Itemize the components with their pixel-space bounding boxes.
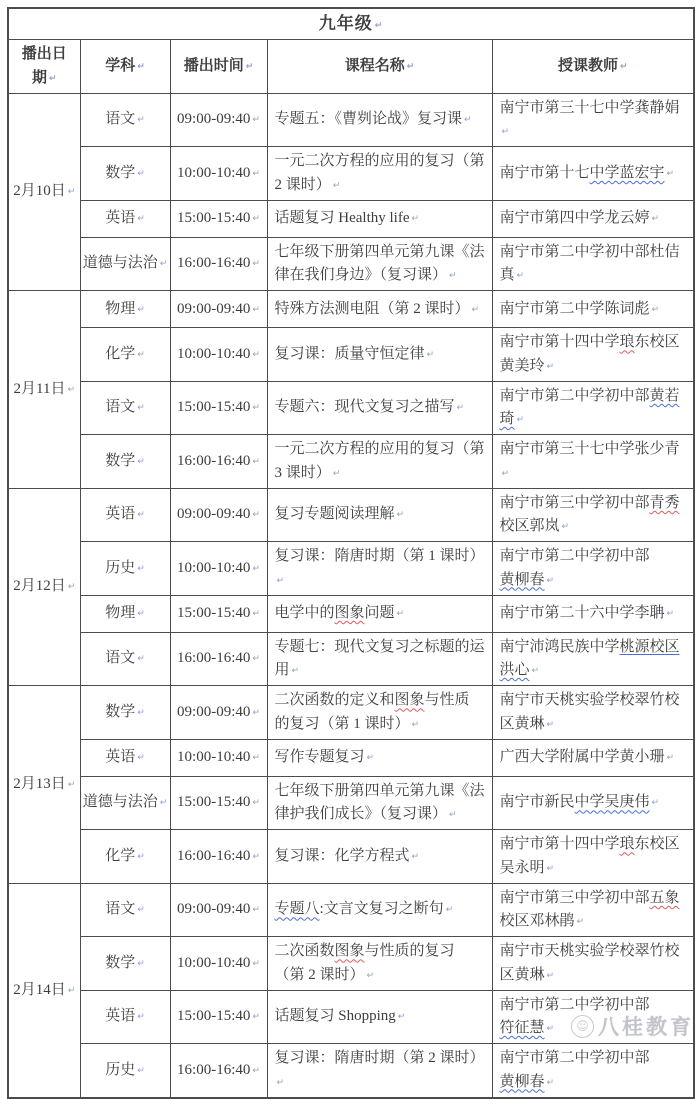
teacher-cell: 南宁市第三十七中学龚静娟 ↵ — [492, 93, 694, 147]
teacher-cell: 南宁沛鸿民族中学桃源校区 洪心 ↵ — [492, 632, 694, 686]
course-cell: 复习课：隋唐时期（第 1 课时） ↵ — [267, 542, 492, 596]
subject-cell: 历史 ↵ — [80, 542, 170, 596]
date-cell: 2月10日 ↵ — [8, 93, 80, 291]
subject-cell: 英语 ↵ — [80, 488, 170, 542]
teacher-cell: 南宁市第十七中学蓝宏宇 ↵ — [492, 147, 694, 201]
teacher-cell: 广西大学附属中学黄小珊 ↵ — [492, 739, 694, 776]
subject-cell: 英语 ↵ — [80, 200, 170, 237]
course-cell: 专题五：《曹刿论战》复习课 ↵ — [267, 93, 492, 147]
column-header-subject: 学科 ↵ — [80, 40, 170, 94]
time-cell: 15:00-15:40 ↵ — [170, 595, 267, 632]
table-row — [8, 291, 694, 328]
table-row — [8, 328, 694, 382]
time-cell: 16:00-16:40 ↵ — [170, 435, 267, 489]
table-row — [8, 739, 694, 776]
table-row — [8, 632, 694, 686]
subject-cell: 历史 ↵ — [80, 1044, 170, 1098]
table-row — [8, 776, 694, 830]
subject-cell: 物理 ↵ — [80, 291, 170, 328]
teacher-cell: 南宁市第二中学初中部 黄柳春 ↵ — [492, 1044, 694, 1098]
subject-cell: 英语 ↵ — [80, 990, 170, 1044]
teacher-cell: 南宁市天桃实验学校翠竹校区黄琳 ↵ — [492, 937, 694, 991]
teacher-cell: 南宁市第三中学初中部五象 校区邓林鹃 ↵ — [492, 883, 694, 937]
page-title-text: 九年级 ↵ — [319, 14, 384, 33]
table-row — [8, 1044, 694, 1098]
course-cell: 专题六：现代文复习之描写 ↵ — [267, 381, 492, 435]
subject-cell: 语文 ↵ — [80, 632, 170, 686]
subject-cell: 道德与法治 ↵ — [80, 776, 170, 830]
table-row — [8, 830, 694, 884]
subject-cell: 物理 ↵ — [80, 595, 170, 632]
teacher-cell: 南宁市第十四中学琅东校区吴永明 ↵ — [492, 830, 694, 884]
subject-cell: 语文 ↵ — [80, 93, 170, 147]
subject-cell: 语文 ↵ — [80, 883, 170, 937]
time-cell: 10:00-10:40 ↵ — [170, 328, 267, 382]
table-row — [8, 883, 694, 937]
subject-cell: 语文 ↵ — [80, 381, 170, 435]
teacher-cell: 南宁市天桃实验学校翠竹校区黄琳 ↵ — [492, 686, 694, 740]
page-title — [8, 8, 694, 40]
course-cell: 二次函数图象与性质的复习（第 2 课时） ↵ — [267, 937, 492, 991]
teacher-cell: 南宁市第二中学初中部杜佶真 ↵ — [492, 237, 694, 291]
title-row — [8, 8, 694, 40]
course-cell: 二次函数的定义和图象与性质的复习（第 1 课时） ↵ — [267, 686, 492, 740]
date-cell: 2月14日 ↵ — [8, 883, 80, 1098]
time-cell: 09:00-09:40 ↵ — [170, 686, 267, 740]
teacher-cell: 南宁市第十四中学琅东校区黄美玲 ↵ — [492, 328, 694, 382]
schedule-sheet — [7, 7, 693, 1099]
table-row — [8, 381, 694, 435]
table-head — [8, 8, 694, 93]
course-cell: 复习课：隋唐时期（第 2 课时） ↵ — [267, 1044, 492, 1098]
time-cell: 16:00-16:40 ↵ — [170, 830, 267, 884]
column-header-course: 课程名称 ↵ — [267, 40, 492, 94]
table-row — [8, 147, 694, 201]
schedule-table — [7, 7, 695, 1099]
column-header-date: 播出日期 ↵ — [8, 40, 80, 94]
course-cell: 电学中的图象问题 ↵ — [267, 595, 492, 632]
subject-cell: 道德与法治 ↵ — [80, 237, 170, 291]
course-cell: 一元二次方程的应用的复习（第 2 课时） ↵ — [267, 147, 492, 201]
table-row — [8, 686, 694, 740]
watermark-text: 八桂教育 — [598, 1015, 694, 1039]
date-cell: 2月11日 ↵ — [8, 291, 80, 489]
time-cell: 09:00-09:40 ↵ — [170, 883, 267, 937]
table-row — [8, 542, 694, 596]
table-row — [8, 937, 694, 991]
time-cell: 15:00-15:40 ↵ — [170, 776, 267, 830]
time-cell: 10:00-10:40 ↵ — [170, 739, 267, 776]
course-cell: 一元二次方程的应用的复习（第 3 课时） ↵ — [267, 435, 492, 489]
schedule-body — [8, 93, 694, 1098]
subject-cell: 数学 ↵ — [80, 686, 170, 740]
course-cell: 复习课：质量守恒定律 ↵ — [267, 328, 492, 382]
smiley-logo-icon: ☺ — [571, 1015, 594, 1038]
teacher-cell: 南宁市第三中学初中部青秀校区郭岚 ↵ — [492, 488, 694, 542]
course-cell: 复习课：化学方程式 ↵ — [267, 830, 492, 884]
time-cell: 15:00-15:40 ↵ — [170, 200, 267, 237]
table-row — [8, 990, 694, 1044]
table-row — [8, 200, 694, 237]
teacher-cell: 南宁市第三十七中学张少青 ↵ — [492, 435, 694, 489]
course-cell: 写作专题复习 ↵ — [267, 739, 492, 776]
time-cell: 16:00-16:40 ↵ — [170, 632, 267, 686]
teacher-cell: 南宁市第二十六中学李聃 ↵ — [492, 595, 694, 632]
subject-cell: 化学 ↵ — [80, 328, 170, 382]
table-row — [8, 595, 694, 632]
teacher-cell: 南宁市第二中学初中部 黄柳春 ↵ — [492, 542, 694, 596]
table-row — [8, 237, 694, 291]
teacher-cell: 南宁市第二中学陈词彪 ↵ — [492, 291, 694, 328]
course-cell: 特殊方法测电阻（第 2 课时） ↵ — [267, 291, 492, 328]
time-cell: 15:00-15:40 ↵ — [170, 381, 267, 435]
subject-cell: 数学 ↵ — [80, 937, 170, 991]
course-cell: 七年级下册第四单元第九课《法律护我们成长》（复习课） ↵ — [267, 776, 492, 830]
header-row — [8, 40, 694, 94]
course-cell: 七年级下册第四单元第九课《法律在我们身边》（复习课） ↵ — [267, 237, 492, 291]
column-header-time: 播出时间 ↵ — [170, 40, 267, 94]
date-cell: 2月13日 ↵ — [8, 686, 80, 884]
time-cell: 10:00-10:40 ↵ — [170, 147, 267, 201]
column-header-teacher: 授课教师 ↵ — [492, 40, 694, 94]
table-row — [8, 93, 694, 147]
subject-cell: 数学 ↵ — [80, 147, 170, 201]
teacher-cell: 南宁市第四中学龙云婷 ↵ — [492, 200, 694, 237]
course-cell: 话题复习 Healthy life ↵ — [267, 200, 492, 237]
date-cell: 2月12日 ↵ — [8, 488, 80, 686]
subject-cell: 英语 ↵ — [80, 739, 170, 776]
time-cell: 09:00-09:40 ↵ — [170, 488, 267, 542]
table-row — [8, 435, 694, 489]
teacher-cell: 南宁市第二中学初中部黄若琦 ↵ — [492, 381, 694, 435]
course-cell: 专题七：现代文复习之标题的运用 ↵ — [267, 632, 492, 686]
course-cell: 复习专题阅读理解 ↵ — [267, 488, 492, 542]
subject-cell: 数学 ↵ — [80, 435, 170, 489]
time-cell: 09:00-09:40 ↵ — [170, 93, 267, 147]
teacher-cell: 南宁市新民中学吴庚伟 ↵ — [492, 776, 694, 830]
teacher-cell: 南宁市第二中学初中部 符征慧 ↵ — [492, 990, 694, 1044]
time-cell: 16:00-16:40 ↵ — [170, 1044, 267, 1098]
time-cell: 10:00-10:40 ↵ — [170, 542, 267, 596]
time-cell: 09:00-09:40 ↵ — [170, 291, 267, 328]
subject-cell: 化学 ↵ — [80, 830, 170, 884]
time-cell: 15:00-15:40 ↵ — [170, 990, 267, 1044]
course-cell: 话题复习 Shopping ↵ — [267, 990, 492, 1044]
time-cell: 10:00-10:40 ↵ — [170, 937, 267, 991]
table-row — [8, 488, 694, 542]
time-cell: 16:00-16:40 ↵ — [170, 237, 267, 291]
course-cell: 专题八:文言文复习之断句 ↵ — [267, 883, 492, 937]
